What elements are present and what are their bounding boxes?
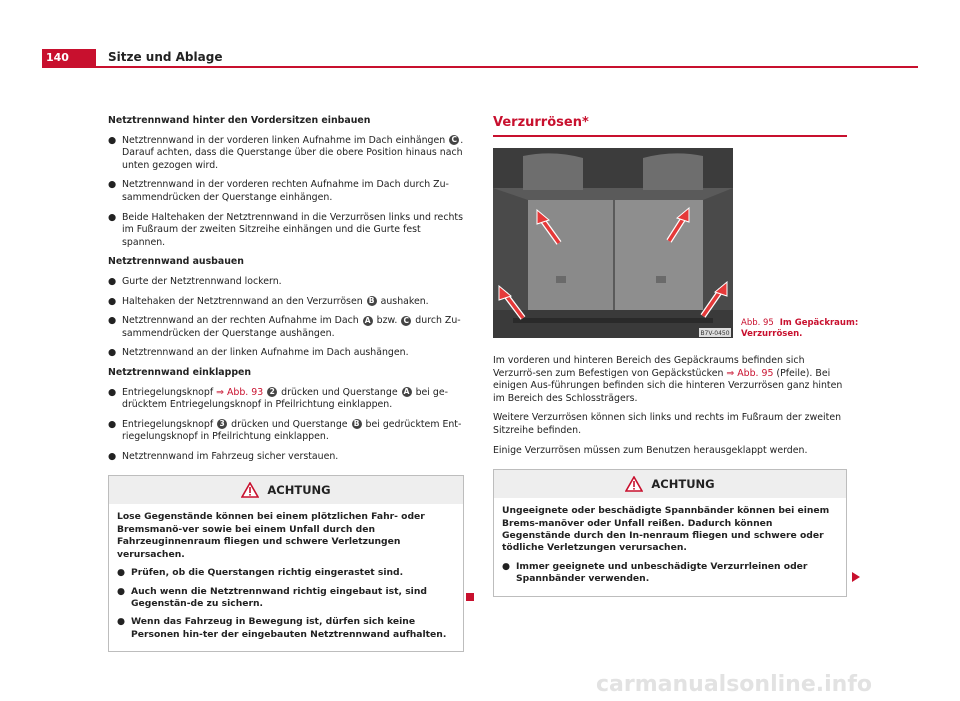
list-item: ● Netztrennwand in der vorderen rechten Aufnahme im Dach durch Zu-sammendrücken der Querstange einhängen. [108,179,449,203]
callout-circle: B [367,296,377,306]
callout-circle: C [401,316,411,326]
callout-circle: A [363,316,373,326]
left-column [108,115,464,652]
list-item: ● Auch wenn die Netztrennwand richtig eingebaut ist, sind Gegenstän-de zu sichern. [117,585,427,609]
warning-box [493,469,847,596]
page-title: Sitze und Ablage [108,50,223,64]
callout-circle: 3 [217,419,227,429]
section-heading: Netztrennwand hinter den Vordersitzen einbauen [108,115,371,126]
right-section [493,115,847,137]
figure-reference-link[interactable]: ⇒ Abb. 93 [216,386,264,398]
paragraph: Weitere Verzurrösen können sich links und rechts im Fußraum der zweiten Sitzreihe befinden. [493,412,842,436]
continue-arrow-icon [852,572,860,582]
watermark: carmanualsonline.info [596,672,872,697]
list-item: ● Netztrennwand an der linken Aufnahme im Dach aushängen. [108,347,409,359]
list-item: ● Beide Haltehaken der Netztrennwand in die Verzurrösen links und rechts im Fußraum der zweiten Sitzreihe einhängen und die Gurte fest spannen. [108,211,463,248]
paragraph: Einige Verzurrösen müssen zum Benutzen herausgeklappt werden. [493,444,808,456]
list-item: ● Netztrennwand in der vorderen linken Aufnahme im Dach einhängen C . Darauf achten, dass die Querstange über die obere Position hinaus nach unten gezogen wird. [108,134,464,171]
page-number: 140 [42,49,96,66]
list-item: ● Wenn das Fahrzeug in Bewegung ist, dürfen sich keine Personen hin-ter der eingebauten Netztrennwand aufhalten. [117,616,447,640]
callout-circle: B [352,419,362,429]
list-item: ● Netztrennwand an der rechten Aufnahme im Dach A bzw. C durch Zu-sammendrücken der Querstange aushängen. [108,315,461,339]
warning-text: Ungeeignete oder beschädigte Spannbänder können bei einem Brems-manöver oder Unfall reißen. Dadurch können Gegenstände durch den In-nenraum fliegen und schwere oder tödliche Verletzungen verursachen. [502,505,830,554]
cargo-area-photo [493,148,733,338]
list-item: ● Haltehaken der Netztrennwand an den Verzurrösen B aushaken. [108,295,429,307]
section-heading: Netztrennwand einklappen [108,366,252,378]
warning-title: ACHTUNG [267,483,331,498]
warning-text: Lose Gegenstände können bei einem plötzlichen Fahr- oder Bremsmanö-ver sowie bei einem Unfall durch den Fahrzeuginnenraum fliegen und schwere Verletzungen verursachen. [117,511,425,560]
callout-circle: C [449,135,459,145]
warning-title: ACHTUNG [651,476,715,491]
warning-box [108,475,464,652]
right-body [493,355,847,597]
warning-body [109,504,463,651]
section-end-marker [466,593,474,601]
paragraph: Im vorderen und hinteren Bereich des Gepäckraums befinden sich Verzurrö-sen zum Befestigen von Gepäckstücken ⇒ Abb. 95 (Pfeile). Bei einigen Aus-führungen befinden sich die hinteren Verzurrösen ganz hinten im Bereich des Schlossträgers. [493,355,843,404]
callout-circle: A [402,387,412,397]
warning-triangle-icon [625,476,643,492]
list-item: ● Entriegelungsknopf ⇒ Abb. 93 2 drücken und Querstange A bei ge-drücktem Entriegelungsknopf in Pfeilrichtung einklappen. [108,386,448,411]
warning-header [494,470,846,498]
list-item: ● Netztrennwand im Fahrzeug sicher verstauen. [108,450,339,462]
section-title: Verzurrösen* [493,115,847,137]
list-item: ● Immer geeignete und unbeschädigte Verzurrleinen oder Spannbänder verwenden. [502,560,808,585]
list-item: ● Gurte der Netztrennwand lockern. [108,275,282,287]
figure-caption: Abb. 95 Im Gepäckraum: Verzurrösen. [741,318,859,339]
warning-triangle-icon [241,482,259,498]
callout-circle: 2 [267,387,277,397]
warning-header [109,476,463,504]
section-heading: Netztrennwand ausbauen [108,256,244,268]
figure-reference-link[interactable]: ⇒ Abb. 95 [726,367,774,379]
warning-body [494,498,846,595]
list-item: ● Prüfen, ob die Querstangen richtig eingerastet sind. [117,567,404,579]
figure-code: B7V-0450 [700,330,730,337]
list-item: ● Entriegelungsknopf 3 drücken und Querstange B bei gedrücktem Ent-riegelungsknopf in Pfeilrichtung einklappen. [108,418,462,443]
